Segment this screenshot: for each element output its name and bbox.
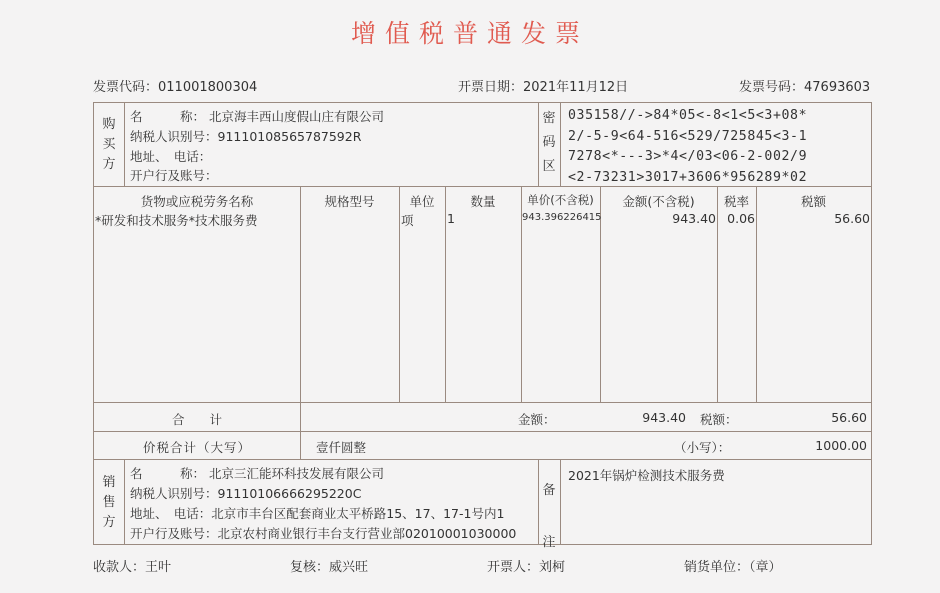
seller-name: 北京三汇能环科技发展有限公司: [209, 466, 385, 481]
seller-side-label: 销 售 方: [102, 475, 116, 530]
grand-total-small-label: （小写）：: [674, 440, 731, 455]
col-header-rate: 税率: [723, 194, 749, 209]
item-tax: 56.60: [834, 211, 870, 226]
invoice-table: [93, 102, 872, 550]
grand-total-label: 价税合计（大写）: [142, 440, 251, 455]
col-header-amount: 金额(不含税): [622, 194, 695, 209]
invoice-number-label: 发票号码：: [739, 80, 805, 95]
cipher-line: <2-73231>3017+3606*956289*02: [568, 169, 808, 185]
seller-name-row: [130, 464, 384, 482]
grand-total-small: 1000.00: [815, 438, 867, 453]
item-price: 943.396226415: [522, 212, 602, 223]
buyer-addr-row: [130, 147, 211, 165]
cipher-line: 2/-5-9<64-516<529/725845<3-1: [568, 128, 808, 144]
remarks-text: 2021年锅炉检测技术服务费: [568, 468, 725, 483]
buyer-side-label: 购 买 方: [102, 117, 116, 172]
seller-tax-id: 91110106666295220C: [217, 486, 362, 501]
col-header-unit: 单位: [409, 194, 435, 209]
cipher-line: 7278<*---3>*4</03<06-2-002/9: [568, 149, 808, 164]
reviewer-name: 威兴旺: [329, 560, 369, 575]
total-tax-label: 税额：: [700, 412, 738, 427]
total-tax: 56.60: [831, 410, 867, 425]
invoice-code: [93, 76, 257, 95]
issuer-name: 刘柯: [539, 560, 566, 575]
col-header-tax: 税额: [800, 194, 826, 209]
buyer-bank-label: 开户行及账号：: [130, 168, 218, 183]
cipher-line: 035158//->84*05<-8<1<5<3+08*: [568, 108, 808, 123]
col-header-price: 单价(不含税): [527, 193, 594, 207]
col-header-spec: 规格型号: [324, 194, 375, 209]
invoice-date-value: 2021年11月12日: [523, 80, 629, 95]
seller-bank: 北京农村商业银行丰台支行营业部02010001030000: [217, 526, 517, 541]
buyer-name-label: 名 称：: [130, 109, 206, 124]
invoice-code-label: 发票代码：: [93, 80, 159, 95]
item-qty: 1: [447, 211, 455, 226]
total-amount: 943.40: [642, 410, 686, 425]
buyer-tax-id: 91110108565787592R: [217, 129, 362, 144]
seller-addr-row: [130, 504, 504, 522]
seller-bank-label: 开户行及账号：: [130, 526, 218, 541]
reviewer-label: 复核：: [290, 560, 330, 575]
invoice-date: [458, 76, 628, 95]
issuer: [487, 556, 565, 575]
buyer-addr-label: 地址、 电话：: [130, 149, 212, 164]
total-amount-label: 金额：: [518, 412, 556, 427]
seller-bank-row: [130, 524, 516, 542]
buyer-tax-row: [130, 127, 361, 145]
seller-tax-label: 纳税人识别号：: [130, 486, 218, 501]
seller-addr: 北京市丰台区配套商业太平桥路15、17、17-1号内1: [211, 506, 505, 521]
seller-name-label: 名 称：: [130, 466, 206, 481]
buyer-name: 北京海丰西山度假山庄有限公司: [209, 109, 385, 124]
reviewer: [290, 556, 368, 575]
item-name: *研发和技术服务*技术服务费: [95, 213, 258, 228]
invoice-number-value: 47693603: [804, 80, 871, 95]
seller-addr-label: 地址、 电话：: [130, 506, 212, 521]
item-rate: 0.06: [727, 211, 755, 226]
item-unit: 项: [401, 213, 414, 228]
invoice-code-value: 011001800304: [158, 80, 258, 95]
remarks-side-label: 备 注: [542, 483, 556, 550]
seller-tax-row: [130, 484, 361, 502]
payee-name: 王叶: [145, 560, 172, 575]
invoice-title: 增值税普通发票: [350, 19, 589, 48]
buyer-bank-row: [130, 166, 218, 184]
seller-seal-label: 销货单位：（章）: [684, 560, 782, 575]
cipher-area: [568, 106, 807, 188]
total-label: 合 计: [171, 412, 222, 427]
buyer-name-row: [130, 107, 384, 125]
payee: [93, 556, 171, 575]
col-header-name: 货物或应税劳务名称: [140, 194, 254, 209]
issuer-label: 开票人：: [487, 560, 540, 575]
payee-label: 收款人：: [93, 560, 146, 575]
item-amount: 943.40: [672, 211, 716, 226]
grand-total-words: 壹仟圆整: [316, 440, 367, 455]
buyer-tax-label: 纳税人识别号：: [130, 129, 218, 144]
invoice-number: [739, 76, 870, 95]
cipher-side-label: 密 码 区: [542, 111, 556, 174]
col-header-qty: 数量: [470, 194, 496, 209]
invoice-date-label: 开票日期：: [458, 80, 524, 95]
